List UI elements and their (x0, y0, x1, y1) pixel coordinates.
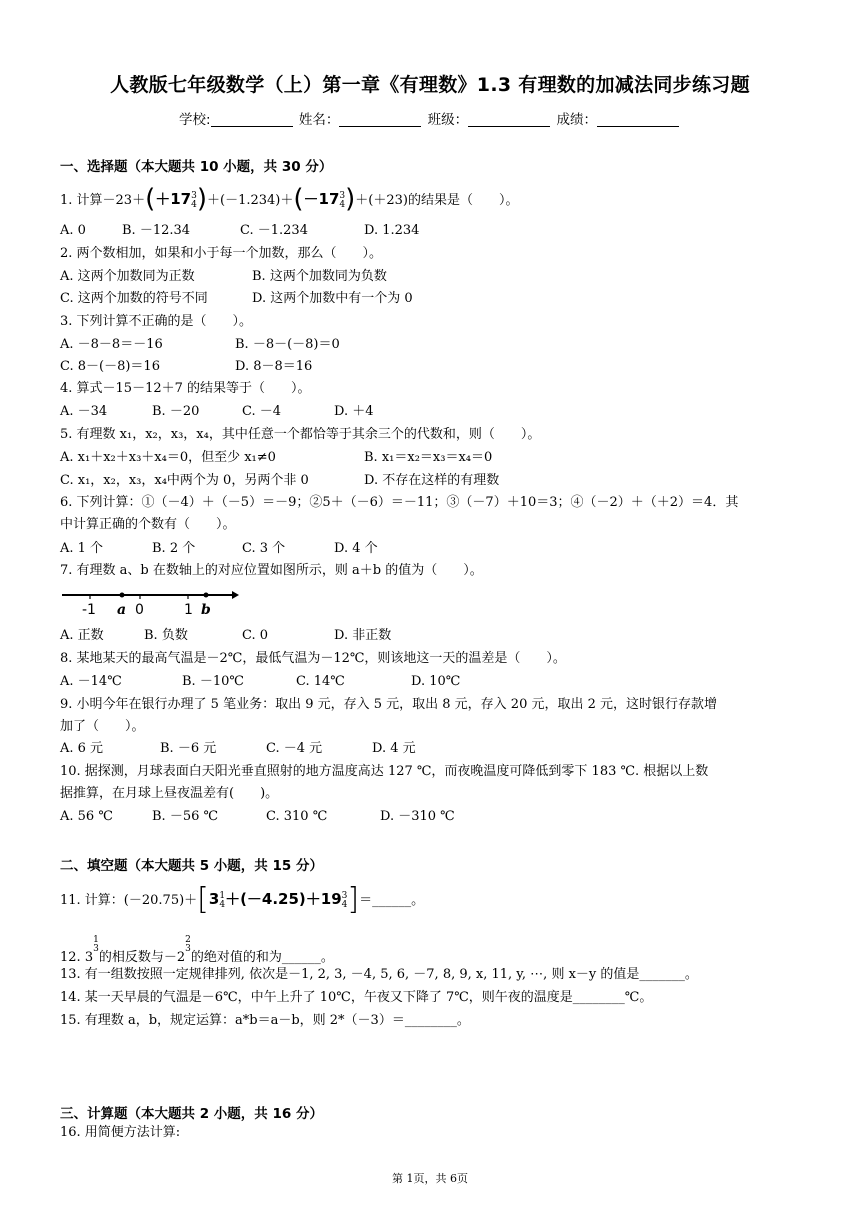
q8-option-c: C. 14℃ (296, 674, 345, 689)
question-1 (60, 184, 519, 214)
open-paren: ( (293, 184, 304, 214)
point-b (204, 593, 209, 598)
q3-option-d: D. 8－8＝16 (235, 359, 313, 374)
q6-option-d: D. 4 个 (334, 541, 378, 556)
frac-den: 4 (191, 199, 197, 210)
q1-option-a: A. 0 (60, 223, 86, 238)
q6-option-b: B. 2 个 (152, 541, 196, 556)
q4-option-a: A. －34 (60, 404, 108, 419)
score-blank (597, 112, 679, 127)
q1-suffix: ＋(＋23)的结果是（ ）。 (355, 193, 519, 208)
open-bracket: [ (197, 882, 209, 917)
q1-prefix: 1. 计算－23＋ (60, 193, 146, 208)
q12-base1: 3 (84, 950, 94, 965)
q1-term1-int: ＋17 (155, 190, 192, 208)
q5-option-b: B. x₁＝x₂＝x₃＝x₄＝0 (364, 450, 493, 465)
q3-option-b: B. －8－(－8)＝0 (235, 337, 340, 352)
question-13: 13. 有一组数按照一定规律排列, 依次是－1, 2, 3, －4, 5, 6, －7, 8, 9, x, 11, y, ⋯, 则 x－y 的值是_______。 (60, 967, 698, 982)
question-4: 4. 算式－15－12＋7 的结果等于（ ）。 (60, 381, 311, 396)
frac-num: 3 (339, 190, 346, 201)
q3-option-c: C. 8－(－8)＝16 (60, 359, 160, 374)
question-6-line-1: 6. 下列计算：①（－4）＋（－5）＝－9；②5＋（－6）＝－11；③（－7）＋10＝3；④（－2）＋（＋2）＝4．其 (60, 495, 739, 510)
close-paren: ) (196, 184, 207, 214)
q10-option-d: D. －310 ℃ (380, 809, 455, 824)
name-label: 姓名： (298, 112, 340, 128)
section-heading-choice: 一、选择题（本大题共 10 小题，共 30 分） (60, 159, 333, 175)
q12-suffix: 的绝对值的和为______。 (190, 950, 334, 965)
question-2: 2. 两个数相加，如果和小于每一个加数，那么（ ）。 (60, 246, 383, 261)
q6-option-a: A. 1 个 (60, 541, 104, 556)
name-blank (339, 112, 421, 127)
open-paren: ( (145, 184, 156, 214)
question-16: 16. 用简便方法计算: (60, 1125, 181, 1140)
question-3: 3. 下列计算不正确的是（ ）。 (60, 314, 253, 329)
question-6-line-2: 中计算正确的个数有（ ）。 (60, 517, 236, 532)
q5-option-d: D. 不存在这样的有理数 (364, 473, 500, 488)
q1-option-b: B. －12.34 (122, 223, 191, 238)
q9-option-b: B. －6 元 (160, 741, 217, 756)
class-blank (468, 112, 550, 127)
q9-option-a: A. 6 元 (60, 741, 104, 756)
label-minus-one: -1 (82, 602, 96, 618)
q7-option-a: A. 正数 (60, 628, 104, 643)
q11-mid: ＋(－4.25)＋19 (225, 890, 342, 908)
class-label: 班级： (427, 112, 469, 128)
frac-den: 4 (339, 199, 346, 210)
q7-option-c: C. 0 (242, 628, 269, 643)
frac-num: 3 (191, 190, 197, 201)
q9-option-d: D. 4 元 (372, 741, 416, 756)
school-blank (211, 112, 293, 127)
label-zero: 0 (135, 602, 144, 618)
q11-suffix: ＝______。 (359, 893, 425, 908)
question-5: 5. 有理数 x₁，x₂，x₃，x₄，其中任意一个都恰等于其余三个的代数和，则（ ）。 (60, 427, 541, 442)
q2-option-a: A. 这两个加数同为正数 (60, 269, 195, 284)
q4-option-b: B. －20 (152, 404, 200, 419)
question-15: 15. 有理数 a，b，规定运算：a*b＝a－b，则 2*（－3）＝________。 (60, 1013, 470, 1028)
question-11 (60, 882, 425, 917)
question-10-line-2: 据推算，在月球上昼夜温差有( )。 (60, 786, 279, 801)
q10-option-b: B. －56 ℃ (152, 809, 219, 824)
q6-option-c: C. 3 个 (242, 541, 286, 556)
score-label: 成绩： (556, 112, 597, 128)
frac-den: 4 (341, 899, 348, 910)
q8-option-d: D. 10℃ (411, 674, 461, 689)
question-9-line-2: 加了（ ）。 (60, 719, 145, 734)
q11-prefix: 11. 计算：(－20.75)＋ (60, 893, 198, 908)
q1-term2-int: －17 (303, 190, 340, 208)
q11-a-int: 3 (208, 890, 220, 908)
q10-option-a: A. 56 ℃ (60, 809, 113, 824)
q5-option-c: C. x₁，x₂，x₃，x₄中两个为 0，另两个非 0 (60, 473, 309, 488)
q8-option-a: A. －14℃ (60, 674, 122, 689)
q2-option-d: D. 这两个加数中有一个为 0 (252, 291, 413, 306)
frac-den: 3 (185, 944, 191, 954)
question-14: 14. 某一天早晨的气温是－6℃，中午上升了 10℃，午夜又下降了 7℃，则午夜的温度是________℃。 (60, 990, 653, 1005)
question-10-line-1: 10. 据探测，月球表面白天阳光垂直照射的地方温度高达 127 ℃，而夜晚温度可降低到零下 183 ℃. 根据以上数 (60, 764, 709, 779)
q1-mid: ＋(－1.234)＋ (207, 193, 294, 208)
q1-option-d: D. 1.234 (364, 223, 420, 238)
label-one: 1 (184, 602, 193, 618)
q2-option-b: B. 这两个加数同为负数 (252, 269, 387, 284)
q4-option-d: D. ＋4 (334, 404, 374, 419)
q12-mid: 的相反数与－2 (98, 950, 186, 965)
q9-option-c: C. －4 元 (266, 741, 323, 756)
q2-option-c: C. 这两个加数的符号不同 (60, 291, 208, 306)
question-7: 7. 有理数 a、b 在数轴上的对应位置如图所示，则 a＋b 的值为（ ）。 (60, 563, 483, 578)
page-footer: 第 1页，共 6页 (392, 1172, 468, 1185)
q5-option-a: A. x₁＋x₂＋x₃＋x₄＝0，但至少 x₁≠0 (60, 450, 276, 465)
section-heading-fill: 二、填空题（本大题共 5 小题，共 15 分） (60, 858, 323, 874)
q12-number: 12. (60, 950, 85, 965)
question-8: 8. 某地某天的最高气温是－2℃，最低气温为－12℃，则该地这一天的温差是（ ）。 (60, 651, 566, 666)
frac-num: 1 (219, 890, 226, 901)
question-12 (60, 936, 334, 967)
label-b: b (201, 602, 211, 618)
label-a: a (117, 602, 127, 618)
point-a (120, 593, 125, 598)
q8-option-b: B. －10℃ (182, 674, 244, 689)
close-bracket: ] (347, 882, 360, 917)
q7-option-b: B. 负数 (144, 628, 188, 643)
frac-den: 4 (219, 899, 226, 910)
school-label: 学校: (179, 112, 211, 128)
q10-option-c: C. 310 ℃ (266, 809, 328, 824)
frac-num: 2 (185, 935, 191, 945)
close-paren: ) (345, 184, 356, 214)
student-info-line (0, 108, 860, 128)
frac-num: 3 (341, 890, 348, 901)
q3-option-a: A. －8－8＝－16 (60, 337, 163, 352)
q7-option-d: D. 非正数 (334, 628, 392, 643)
axis-arrow (232, 591, 239, 599)
q4-option-c: C. －4 (242, 404, 282, 419)
q1-option-c: C. －1.234 (240, 223, 308, 238)
frac-den: 3 (93, 944, 99, 954)
frac-num: 1 (93, 935, 99, 945)
number-line-figure (60, 590, 240, 620)
section-heading-calc: 三、计算题（本大题共 2 小题，共 16 分） (60, 1106, 323, 1122)
page-title: 人教版七年级数学（上）第一章《有理数》1.3 有理数的加减法同步练习题 (110, 74, 750, 96)
question-9-line-1: 9. 小明今年在银行办理了 5 笔业务：取出 9 元，存入 5 元，取出 8 元，存入 20 元，取出 2 元，这时银行存款增 (60, 697, 718, 712)
